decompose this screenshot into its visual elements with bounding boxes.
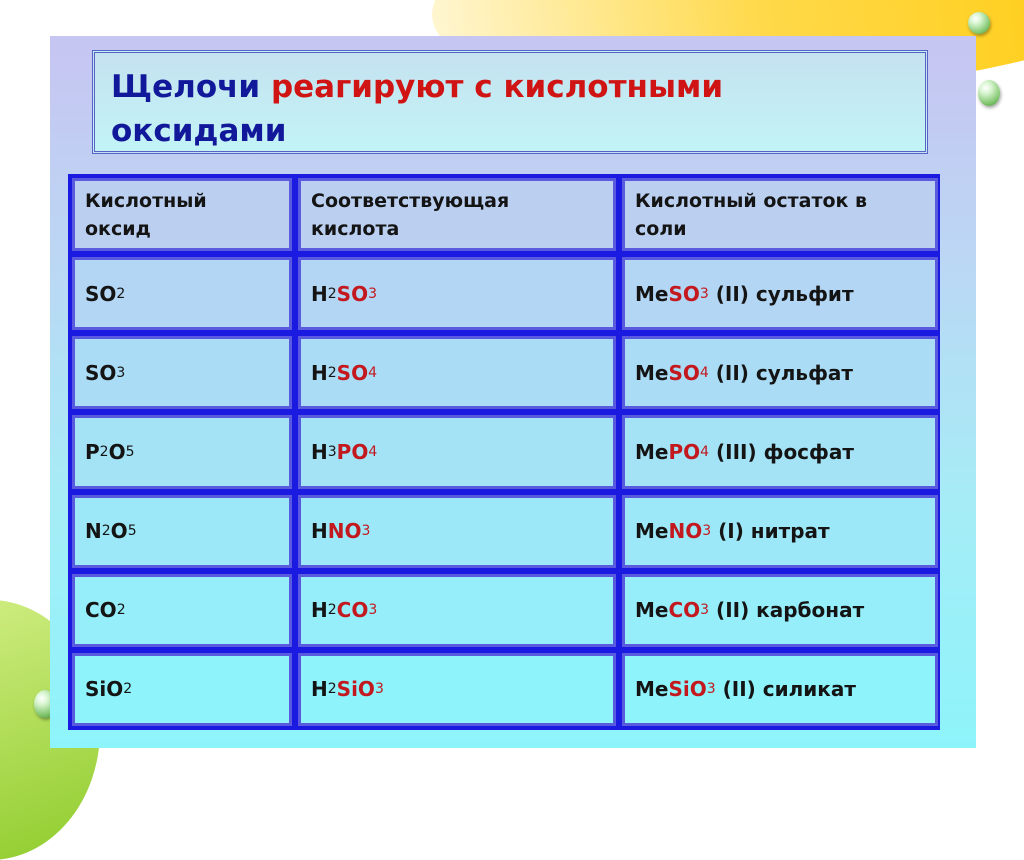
- salt-name: (II) силикат: [722, 677, 856, 702]
- cell-oxide: P 2 O 5: [72, 415, 292, 488]
- title-word-oxides: оксидами: [111, 113, 287, 149]
- slide-panel: [50, 36, 976, 748]
- acid-hydrogen: H: [311, 360, 328, 385]
- salt-name: (III) фосфат: [716, 439, 854, 464]
- decorative-bubble-icon: [978, 80, 1000, 106]
- cell-acid: H 2 CO 3: [298, 574, 616, 647]
- header-salt-residue: Кислотный остаток в соли: [622, 178, 938, 251]
- table-grid: [72, 178, 936, 726]
- salt-residue: PO: [668, 439, 701, 464]
- oxide-element: SiO: [85, 677, 124, 702]
- acid-residue: PO: [336, 439, 369, 464]
- cell-oxide: CO 2: [72, 574, 292, 647]
- acid-hydrogen: H: [311, 439, 328, 464]
- title-word-alkalis: Щелочи: [111, 69, 261, 105]
- acid-residue: NO: [327, 519, 362, 544]
- salt-residue: SiO: [668, 677, 707, 702]
- oxide-element: N: [85, 519, 102, 544]
- cell-salt-residue: Me NO 3 (I) нитрат: [622, 495, 938, 568]
- salt-metal: Me: [635, 598, 669, 623]
- salt-name: (II) сульфат: [715, 360, 854, 385]
- header-oxide: Кислотный оксид: [72, 178, 292, 251]
- cell-salt-residue: Me PO 4 (III) фосфат: [622, 415, 938, 488]
- acid-residue: SiO: [336, 677, 375, 702]
- cell-acid: H 2 SO 3: [298, 257, 616, 330]
- oxide-element: O: [110, 519, 128, 544]
- salt-metal: Me: [635, 439, 669, 464]
- oxide-element: SO: [85, 281, 117, 306]
- oxide-element: CO: [85, 598, 117, 623]
- salt-name: (I) нитрат: [718, 519, 830, 544]
- cell-salt-residue: Me CO 3 (II) карбонат: [622, 574, 938, 647]
- cell-acid: H 3 PO 4: [298, 415, 616, 488]
- cell-acid: H NO 3: [298, 495, 616, 568]
- salt-residue: CO: [668, 598, 701, 623]
- acid-hydrogen: H: [311, 677, 328, 702]
- cell-oxide: SO 2: [72, 257, 292, 330]
- acid-residue: SO: [336, 360, 369, 385]
- cell-oxide: N 2 O 5: [72, 495, 292, 568]
- cell-salt-residue: Me SO 4 (II) сульфат: [622, 336, 938, 409]
- decorative-bubble-icon: [968, 12, 990, 34]
- acid-hydrogen: H: [311, 598, 328, 623]
- acid-residue: CO: [336, 598, 369, 623]
- salt-metal: Me: [635, 360, 669, 385]
- title-word-react: реагируют с кислотными: [270, 69, 724, 105]
- oxide-element: O: [108, 439, 126, 464]
- salt-residue: SO: [668, 281, 700, 306]
- salt-metal: Me: [635, 677, 669, 702]
- salt-name: (II) сульфит: [715, 281, 854, 306]
- acid-residue: SO: [336, 281, 369, 306]
- cell-acid: H 2 SO 4: [298, 336, 616, 409]
- oxide-element: P: [85, 439, 100, 464]
- cell-oxide: SO 3: [72, 336, 292, 409]
- salt-residue: NO: [668, 519, 703, 544]
- salt-metal: Me: [635, 281, 669, 306]
- salt-residue: SO: [668, 360, 700, 385]
- reaction-table: [68, 174, 940, 730]
- salt-metal: Me: [635, 519, 669, 544]
- cell-oxide: SiO 2: [72, 653, 292, 726]
- cell-acid: H 2 SiO 3: [298, 653, 616, 726]
- oxide-element: SO: [85, 360, 117, 385]
- header-acid: Соответствующая кислота: [298, 178, 616, 251]
- acid-hydrogen: H: [311, 281, 328, 306]
- cell-salt-residue: Me SO 3 (II) сульфит: [622, 257, 938, 330]
- salt-name: (II) карбонат: [716, 598, 865, 623]
- cell-salt-residue: Me SiO 3 (II) силикат: [622, 653, 938, 726]
- acid-hydrogen: H: [311, 519, 328, 544]
- slide-title: [92, 50, 928, 154]
